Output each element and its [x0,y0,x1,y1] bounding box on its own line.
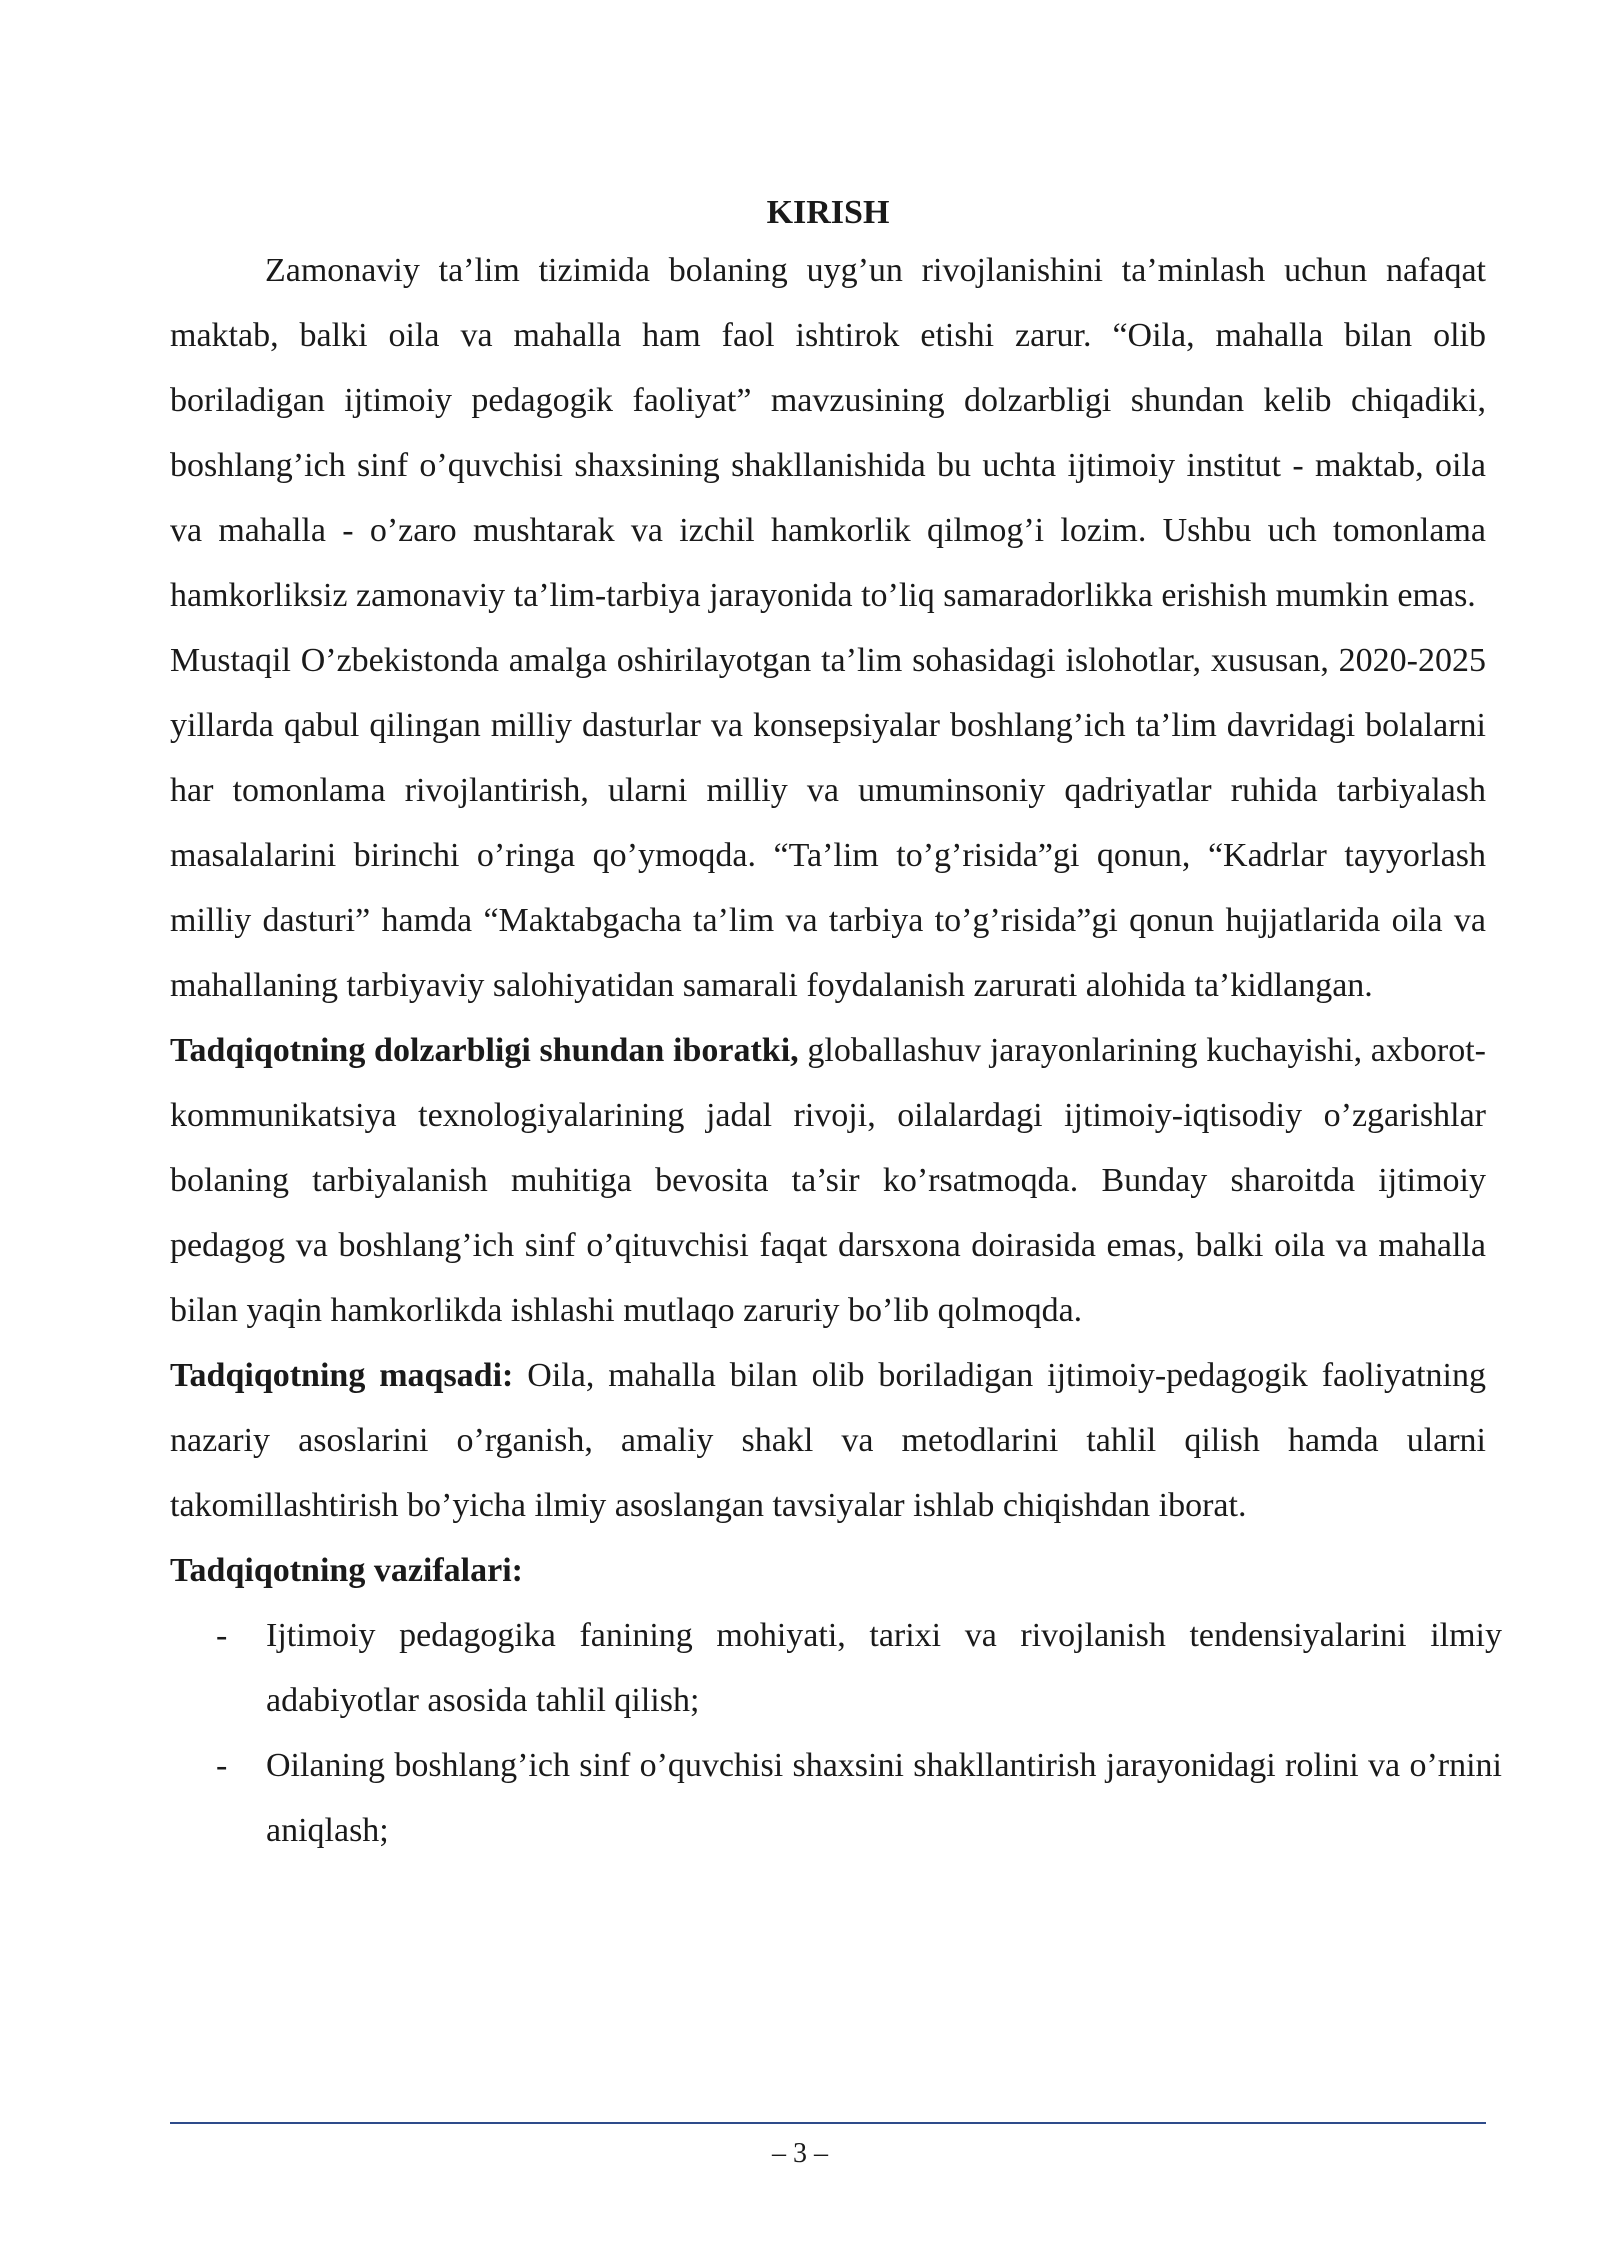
list-item-text: Ijtimoiy pedagogika fanining mohiyati, tarixi va rivojlanish tendensiyalarini ilmiy adabiyotlar asosida tahlil qilish; [266,1617,1502,1719]
tasks-list [170,1603,1502,1863]
dash-bullet: - [216,1747,228,1784]
goal-paragraph [170,1343,1486,1538]
tasks-heading: Tadqiqotning vazifalari: [170,1552,523,1589]
dash-bullet: - [216,1617,228,1654]
goal-lead: Tadqiqotning maqsadi: [170,1357,514,1394]
context-paragraph: Mustaqil O’zbekistonda amalga oshirilayotgan ta’lim sohasidagi islohotlar, xususan, 2020-2025 yillarda qabul qilingan milliy dasturlar va konsepsiyalar boshlang’ich ta’lim davridagi bolalarni har tomonlama rivojlantirish, ularni milliy va umuminsoniy qadriyatlar ruhida tarbiyalash masalalarini birinchi o’ringa qo’ymoqda. “Ta’lim to’g’risida”gi qonun, “Kadrlar tayyorlash milliy dasturi” hamda “Maktabgacha ta’lim va tarbiya to’g’risida”gi qonun hujjatlarida oila va mahallaning tarbiyaviy salohiyatidan samarali foydalanish zarurati alohida ta’kidlangan. [170,642,1486,1004]
list-item [170,1603,1502,1733]
page-title: KIRISH [766,194,890,231]
page-number: – 3 – [772,2138,828,2169]
intro-paragraph: Zamonaviy ta’lim tizimida bolaning uyg’un rivojlanishini ta’minlash uchun nafaqat maktab, balki oila va mahalla ham faol ishtirok etishi zarur. “Oila, mahalla bilan olib boriladigan ijtimoiy pedagogik faoliyat” mavzusining dolzarbligi shundan kelib chiqadiki, boshlang’ich sinf o’quvchisi shaxsining shakllanishida bu uchta ijtimoiy institut - maktab, oila va mahalla - o’zaro mushtarak va izchil hamkorlik qilmog’i lozim. Ushbu uch tomonlama hamkorliksiz zamonaviy ta’lim-tarbiya jarayonida to’liq samaradorlikka erishish mumkin emas. [170,252,1486,614]
relevance-text: globallashuv jarayonlarining kuchayishi, axborot-kommunikatsiya texnologiyalarining jadal rivoji, oilalardagi ijtimoiy-iqtisodiy o’zgarishlar bolaning tarbiyalanish muhitiga bevosita ta’sir ko’rsatmoqda. Bunday sharoitda ijtimoiy pedagog va boshlang’ich sinf o’qituvchisi faqat darsxona doirasida emas, balki oila va mahalla bilan yaqin hamkorlikda ishlashi mutlaqo zaruriy bo’lib qolmoqda. [170,1032,1486,1329]
relevance-paragraph [170,1018,1486,1343]
goal-text: Oila, mahalla bilan olib boriladigan ijtimoiy-pedagogik faoliyatning nazariy asoslarini o’rganish, amaliy shakl va metodlarini tahlil qilish hamda ularni takomillashtirish bo’yicha ilmiy asoslangan tavsiyalar ishlab chiqishdan iborat. [170,1357,1486,1524]
list-item [170,1733,1502,1863]
footer-divider [170,2122,1486,2124]
relevance-lead: Tadqiqotning dolzarbligi shundan iboratki, [170,1032,799,1069]
page-content [170,188,1502,1863]
list-item-text: Oilaning boshlang’ich sinf o’quvchisi shaxsini shakllantirish jarayonidagi rolini va o’rnini aniqlash; [266,1747,1502,1849]
